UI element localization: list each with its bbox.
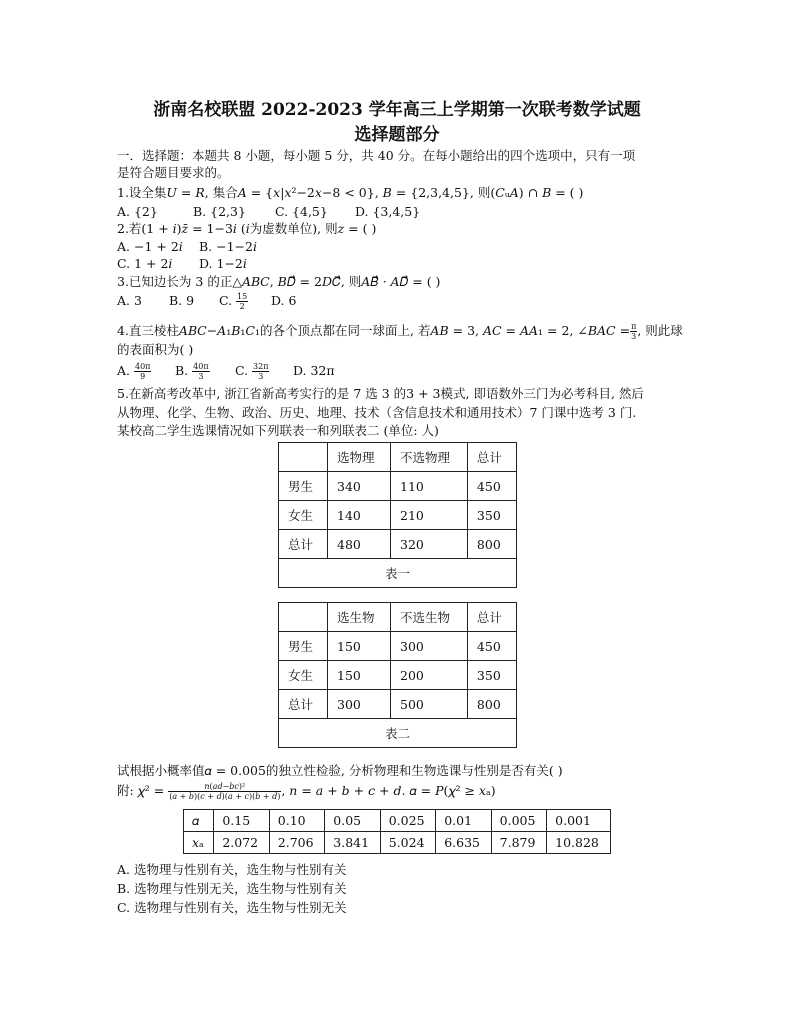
- q1-option-c: C. {4,5}: [274, 204, 328, 219]
- question-2-options-row1: [117, 239, 257, 255]
- table-cell: 6.635: [436, 832, 491, 854]
- table-cell: 7.879: [491, 832, 546, 854]
- fraction-denominator: 3: [198, 372, 204, 381]
- table-caption: 表二: [279, 719, 517, 748]
- table-cell: 480: [328, 530, 391, 559]
- table-cell: 350: [467, 661, 516, 690]
- q2-option-a: A. −1 + 2𝑖: [117, 239, 183, 254]
- table-row: [279, 632, 517, 661]
- table-cell: 350: [467, 501, 516, 530]
- table-row: [279, 530, 517, 559]
- fraction-numerator: 15: [237, 292, 248, 301]
- q4-option-c: [235, 362, 289, 381]
- table-cell: 300: [328, 690, 391, 719]
- table-header-cell: 不选物理: [391, 443, 468, 472]
- fraction-denominator: (𝑎 + 𝑏)(𝑐 + 𝑑)(𝑎 + 𝑐)(𝑏 + 𝑑): [169, 792, 281, 801]
- q4-option-b-label: B.: [174, 363, 189, 378]
- table-cell: 2.706: [269, 832, 324, 854]
- fraction-denominator: 9: [140, 372, 146, 381]
- question-5-line2: 从物理、化学、生物、政治、历史、地理、技术（含信息技术和通用技术）7 门课中选考 3 门.: [117, 405, 637, 420]
- table-cell: 150: [328, 661, 391, 690]
- q4-option-b-fraction: [192, 362, 209, 381]
- q5-option-a: A. 选物理与性别有关，选生物与性别有关: [117, 862, 347, 877]
- q1-option-b: B. {2,3}: [192, 204, 246, 219]
- table-cell: 320: [391, 530, 468, 559]
- table-caption-row: [279, 559, 517, 588]
- fraction-numerator: 40π: [193, 362, 209, 371]
- contingency-table-1: [278, 442, 517, 588]
- section-subtitle: 选择题部分: [354, 125, 440, 145]
- question-2-options-row2: [117, 256, 247, 272]
- contingency-table-2: [278, 602, 517, 748]
- table-row: [184, 832, 611, 854]
- table-row: [279, 501, 517, 530]
- instructions-line-2: 是符合题目要求的。: [117, 165, 230, 180]
- table-cell: 800: [467, 690, 516, 719]
- table-cell: 110: [391, 472, 468, 501]
- table-cell: 0.025: [380, 810, 435, 832]
- table-header-row: [279, 603, 517, 632]
- table-cell: 总计: [279, 530, 328, 559]
- question-2-stem: 2.若(1 + 𝑖)𝑧̄ = 1−3𝑖 (𝑖为虚数单位), 则𝑧 = ( ): [117, 221, 377, 236]
- table-cell: 0.005: [491, 810, 546, 832]
- fraction-numerator: 32π: [253, 362, 269, 371]
- instructions-line-1: 一．选择题：本题共 8 小题，每小题 5 分，共 40 分。在每小题给出的四个选项中，只有一项: [117, 148, 636, 163]
- table-caption-row: [279, 719, 517, 748]
- table-cell: [279, 603, 328, 632]
- formula-suffix: , 𝑛 = 𝑎 + 𝑏 + 𝑐 + 𝑑. 𝛼 = 𝑃(𝜒² ≥ 𝑥ₐ): [281, 783, 496, 798]
- fraction-numerator: 40π: [135, 362, 151, 371]
- question-1-stem: 1.设全集𝑈 = 𝑅, 集合𝐴 = {𝑥|𝑥²−2𝑥−8 < 0}, 𝐵 = {2,3,4,5}, 则(𝐶ᵤ𝐴) ∩ 𝐵 = ( ): [117, 185, 584, 200]
- q5-option-c: C. 选物理与性别有关，选生物与性别无关: [117, 900, 347, 915]
- chi-square-formula: [117, 782, 496, 801]
- table-caption: 表一: [279, 559, 517, 588]
- formula-fraction: [168, 782, 281, 801]
- q1-option-d: D. {3,4,5}: [354, 204, 421, 219]
- question-4-stem-line1: [117, 322, 683, 341]
- table-cell: 2.072: [214, 832, 269, 854]
- q4-option-a: [117, 362, 171, 381]
- table-header-cell: 选生物: [328, 603, 391, 632]
- table-row: [279, 661, 517, 690]
- table-cell: 0.001: [547, 810, 611, 832]
- question-5-prompt: 试根据小概率值𝛼 = 0.005的独立性检验, 分析物理和生物选课与性别是否有关( ): [117, 763, 563, 778]
- table-cell: 10.828: [547, 832, 611, 854]
- table-header-cell: 总计: [467, 603, 516, 632]
- q2-option-b: B. −1−2𝑖: [198, 239, 257, 254]
- question-1-options: [117, 204, 420, 220]
- table-row-label: 𝛼: [184, 810, 214, 832]
- table-cell: 500: [391, 690, 468, 719]
- table-row: [184, 810, 611, 832]
- q4-option-b: [175, 362, 231, 381]
- q4-option-a-fraction: [134, 362, 151, 381]
- table-cell: 女生: [279, 501, 328, 530]
- q3-option-c: [219, 292, 267, 311]
- fraction-numerator: π: [631, 322, 637, 331]
- table-cell: 女生: [279, 661, 328, 690]
- q2-option-c: C. 1 + 2𝑖: [117, 256, 173, 271]
- table-cell: 340: [328, 472, 391, 501]
- q3-option-a: A. 3: [117, 293, 142, 308]
- q3-option-c-label: C.: [218, 293, 233, 308]
- fraction-denominator: 3: [258, 372, 264, 381]
- table-cell: 0.15: [214, 810, 269, 832]
- fraction-denominator: 3: [631, 332, 637, 341]
- table-row-label: 𝑥ₐ: [184, 832, 214, 854]
- table-cell: 200: [391, 661, 468, 690]
- question-4-options: [117, 362, 335, 381]
- q3-option-d: D. 6: [270, 293, 297, 308]
- formula-prefix: 附: 𝜒² =: [117, 783, 165, 798]
- table-cell: 210: [391, 501, 468, 530]
- fraction-denominator: 2: [239, 302, 245, 311]
- table-cell: 150: [328, 632, 391, 661]
- table-cell: 5.024: [380, 832, 435, 854]
- question-5-line1: 5.在新高考改革中, 浙江省新高考实行的是 7 选 3 的3 + 3模式, 即语数外三门为必考科目, 然后: [117, 386, 644, 401]
- q4-option-c-label: C.: [234, 363, 249, 378]
- question-5-line3: 某校高二学生选课情况如下列联表一和列联表二 (单位: 人): [117, 423, 439, 438]
- table-cell: 0.10: [269, 810, 324, 832]
- table-cell: 300: [391, 632, 468, 661]
- page-title: 浙南名校联盟 2022-2023 学年高三上学期第一次联考数学试题: [153, 100, 641, 120]
- question-4-stem-line2: 的表面积为( ): [117, 342, 194, 357]
- q5-option-b: B. 选物理与性别无关，选生物与性别有关: [117, 881, 347, 896]
- table-row: [279, 690, 517, 719]
- table-cell: 3.841: [325, 832, 380, 854]
- table-cell: 140: [328, 501, 391, 530]
- table-header-cell: 不选生物: [391, 603, 468, 632]
- question-3-options: [117, 292, 296, 311]
- table-cell: 450: [467, 472, 516, 501]
- table-cell: 0.05: [325, 810, 380, 832]
- fraction-numerator: 𝑛(𝑎𝑑−𝑏𝑐)²: [168, 782, 281, 792]
- q4-option-a-label: A.: [117, 363, 131, 378]
- table-cell: 总计: [279, 690, 328, 719]
- table-cell: 男生: [279, 632, 328, 661]
- q2-option-d: D. 1−2𝑖: [198, 256, 247, 271]
- q4-stem-text: 4.直三棱柱𝐴𝐵𝐶−𝐴₁𝐵₁𝐶₁的各个顶点都在同一球面上, 若𝐴𝐵 = 3, 𝐴𝐶 = 𝐴𝐴₁ = 2, ∠𝐵𝐴𝐶 =: [117, 323, 631, 338]
- table-cell: 0.01: [436, 810, 491, 832]
- q3-option-b: B. 9: [168, 293, 195, 308]
- table-cell: [279, 443, 328, 472]
- q3-option-c-fraction: [236, 292, 248, 311]
- table-cell: 男生: [279, 472, 328, 501]
- table-header-cell: 总计: [467, 443, 516, 472]
- q1-option-a: A. {2}: [117, 204, 158, 219]
- table-row: [279, 472, 517, 501]
- q4-stem-text-end: , 则此球: [637, 323, 683, 338]
- table-cell: 450: [467, 632, 516, 661]
- table-header-cell: 选物理: [328, 443, 391, 472]
- q4-option-c-fraction: [252, 362, 269, 381]
- table-cell: 800: [467, 530, 516, 559]
- q4-option-d: D. 32π: [292, 363, 335, 378]
- critical-value-table: [183, 809, 611, 854]
- table-header-row: [279, 443, 517, 472]
- question-3-stem: 3.已知边长为 3 的正△𝐴𝐵𝐶, 𝐵𝐷⃗ = 2𝐷𝐶⃗, 则𝐴𝐵⃗ · 𝐴𝐷⃗ = ( ): [117, 274, 441, 289]
